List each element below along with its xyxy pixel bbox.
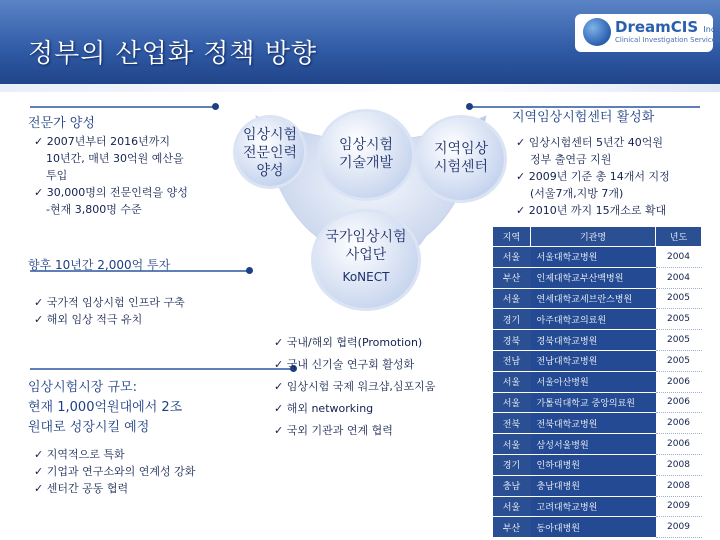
center-bullets	[516, 134, 670, 219]
cell-year: 2005	[656, 330, 702, 351]
connector-dot	[212, 103, 219, 110]
cooperation-bullet: ✓ 해외 networking	[274, 402, 374, 415]
cell-institution: 동아대병원	[531, 517, 656, 538]
cell-institution: 삼성서울병원	[531, 434, 656, 455]
logo-subtitle: Clinical Investigation Services	[615, 36, 720, 44]
cell-region: 서울	[493, 288, 531, 309]
cell-year: 2004	[656, 267, 702, 288]
circle-tech-line: 임상시험	[338, 137, 394, 153]
cooperation-bullet: ✓ 국내 신기술 연구회 활성화	[274, 358, 415, 371]
center-bullet: ✓ 임상시험센터 5년간 40억원	[516, 136, 663, 149]
cooperation-bullet: ✓ 국외 기관과 연계 협력	[274, 424, 393, 437]
logo-suffix: Inc.	[703, 25, 718, 34]
market-bullets	[34, 446, 195, 497]
table-header-row	[493, 227, 702, 247]
cell-institution: 서울대학교병원	[531, 247, 656, 268]
cell-institution: 전남대학교병원	[531, 350, 656, 371]
cell-year: 2005	[656, 288, 702, 309]
table-row	[493, 288, 702, 309]
table-row	[493, 475, 702, 496]
connector-line	[30, 106, 216, 108]
cell-year: 2005	[656, 350, 702, 371]
table-row	[493, 267, 702, 288]
cell-year: 2006	[656, 392, 702, 413]
circle-regional-line: 지역임상	[433, 141, 489, 157]
center-bullet: ✓ 2010년 까지 15개소로 확대	[516, 204, 667, 217]
cell-institution: 아주대학교의료원	[531, 309, 656, 330]
cell-region: 경북	[493, 330, 531, 351]
cooperation-bullet: ✓ 국내/해외 협력(Promotion)	[274, 336, 423, 349]
cell-year: 2005	[656, 309, 702, 330]
table-row	[493, 371, 702, 392]
dreamcis-logo-icon	[583, 18, 611, 46]
cooperation-bullets	[274, 332, 435, 442]
circle-tech	[320, 112, 412, 198]
expert-bullet: ✓ 30,000명의 전문인력을 양성	[34, 186, 188, 199]
connector-line	[30, 368, 294, 370]
circle-regional-line: 시험센터	[433, 159, 489, 175]
cooperation-bullet: ✓ 임상시험 국제 워크샵,심포지움	[274, 380, 436, 393]
table-row	[493, 434, 702, 455]
circle-expert-line: 전문인력	[242, 145, 298, 161]
cell-region: 서울	[493, 434, 531, 455]
cell-year: 2006	[656, 413, 702, 434]
circle-expert-line: 양성	[256, 163, 284, 179]
center-bullet: 정부 출연금 지원	[530, 153, 612, 166]
logo-name	[615, 18, 718, 36]
table-row	[493, 350, 702, 371]
cell-region: 서울	[493, 496, 531, 517]
cell-region: 서울	[493, 247, 531, 268]
market-title	[28, 378, 182, 438]
cell-region: 경기	[493, 454, 531, 475]
invest-bullet: ✓ 해외 임상 적극 유치	[34, 313, 143, 326]
invest-bullets	[34, 294, 185, 328]
circle-regional	[418, 118, 504, 200]
cell-institution: 연세대학교세브란스병원	[531, 288, 656, 309]
table-header-region: 지역	[493, 227, 531, 247]
market-title-line: 현재 1,000억원대에서 2조	[28, 400, 183, 415]
cell-region: 전남	[493, 350, 531, 371]
market-bullet: ✓ 기업과 연구소와의 연계성 강화	[34, 465, 196, 478]
cell-year: 2006	[656, 434, 702, 455]
table-row	[493, 454, 702, 475]
market-bullet: ✓ 지역적으로 특화	[34, 448, 125, 461]
expert-bullet: ✓ 2007년부터 2016년까지	[34, 135, 170, 148]
cell-year: 2006	[656, 371, 702, 392]
cell-region: 부산	[493, 267, 531, 288]
cell-institution: 인하대병원	[531, 454, 656, 475]
expert-bullet: 10년간, 매년 30억원 예산을	[46, 152, 184, 165]
cell-region: 부산	[493, 517, 531, 538]
market-title-line: 원대로 성장시킬 예정	[28, 420, 150, 435]
circle-konect-line: 국가임상시험	[325, 229, 407, 245]
invest-title: 향후 10년간 2,000억 투자	[28, 258, 171, 272]
circle-tech-line: 기술개발	[338, 155, 394, 171]
cell-year: 2009	[656, 517, 702, 538]
page-title: 정부의 산업화 정책 방향	[28, 39, 317, 69]
expert-bullet: 투입	[46, 169, 68, 182]
cell-year: 2009	[656, 496, 702, 517]
cell-region: 서울	[493, 371, 531, 392]
cell-region: 전북	[493, 413, 531, 434]
expert-title: 전문가 양성	[28, 116, 95, 131]
center-table	[492, 226, 702, 538]
table-row	[493, 517, 702, 538]
cell-institution: 인제대학교부산백병원	[531, 267, 656, 288]
konect-label: KoNECT	[342, 270, 390, 284]
center-title: 지역임상시험센터 활성화	[512, 110, 655, 125]
table-row	[493, 247, 702, 268]
circle-konect-line: 사업단	[345, 247, 387, 263]
cell-institution: 고려대학교병원	[531, 496, 656, 517]
center-bullet: ✓ 2009년 기준 총 14개서 지정	[516, 170, 670, 183]
cell-year: 2008	[656, 454, 702, 475]
table-row	[493, 309, 702, 330]
cell-region: 경기	[493, 309, 531, 330]
circle-expert	[236, 118, 304, 186]
cell-region: 서울	[493, 392, 531, 413]
cell-institution: 충남대병원	[531, 475, 656, 496]
invest-bullet: ✓ 국가적 임상시험 인프라 구축	[34, 296, 185, 309]
cell-region: 충남	[493, 475, 531, 496]
table-row	[493, 496, 702, 517]
expert-bullets	[34, 133, 188, 218]
cell-institution: 가톨릭대학교 중앙의료원	[531, 392, 656, 413]
expert-bullet: -현재 3,800명 수준	[46, 203, 142, 216]
table-header-year: 년도	[656, 227, 702, 247]
market-bullet: ✓ 센터간 공동 협력	[34, 482, 129, 495]
table-row	[493, 413, 702, 434]
cell-institution: 전북대학교병원	[531, 413, 656, 434]
cell-year: 2004	[656, 247, 702, 268]
cell-institution: 서울아산병원	[531, 371, 656, 392]
center-bullet: (서울7개,지방 7개)	[530, 187, 624, 200]
circle-konect	[314, 212, 418, 308]
circle-expert-line: 임상시험	[242, 127, 298, 143]
table-row	[493, 330, 702, 351]
market-title-line: 임상시험시장 규모:	[28, 380, 137, 395]
table-header-institution: 기관명	[531, 227, 656, 247]
cell-institution: 경북대학교병원	[531, 330, 656, 351]
logo-name-text: DreamCIS	[615, 18, 699, 36]
table-row	[493, 392, 702, 413]
cell-year: 2008	[656, 475, 702, 496]
